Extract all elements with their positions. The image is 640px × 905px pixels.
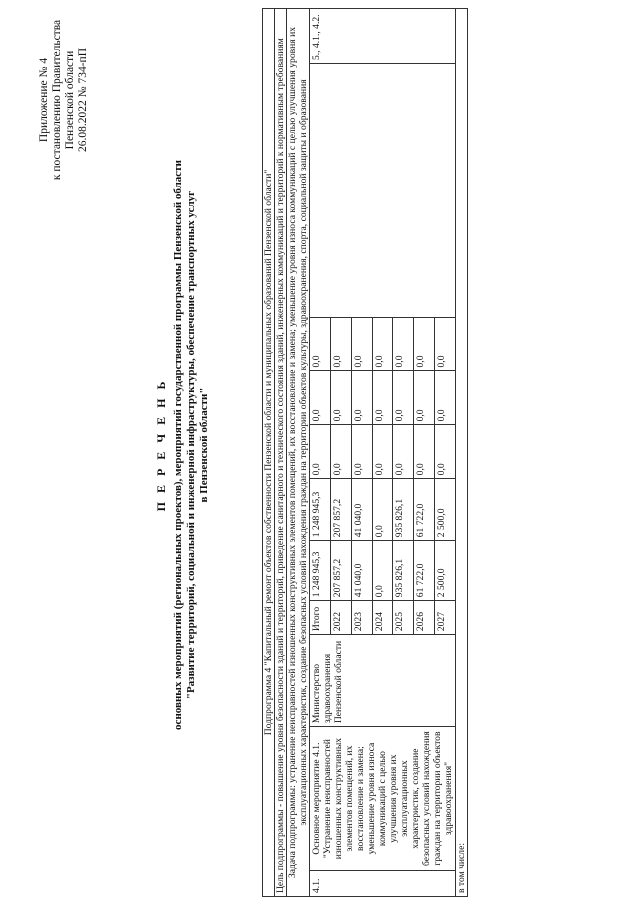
amount-cell: 0,0 bbox=[372, 479, 393, 541]
amount-cell: 0,0 bbox=[414, 425, 435, 479]
heading-line: основных мероприятий (региональных проектов), мероприятий государственной программы Пензенской области bbox=[172, 160, 184, 730]
amount-cell: 41 040,0 bbox=[351, 479, 372, 541]
year-cell: 2026 bbox=[414, 601, 435, 635]
amount-cell: 0,0 bbox=[435, 317, 456, 371]
approval-block bbox=[38, 15, 90, 185]
year-cell: 2024 bbox=[372, 601, 393, 635]
heading-line: в Пензенской области" bbox=[198, 387, 210, 503]
events-table bbox=[262, 8, 468, 897]
subprogram-row: Подпрограмма 4 "Капитальный ремонт объектов собственности Пензенской области и муниципальных образований Пензенской области" bbox=[263, 9, 275, 897]
amount-cell: 207 857,2 bbox=[330, 479, 351, 541]
row-number: 4.1. bbox=[310, 871, 456, 897]
amount-cell: 0,0 bbox=[372, 371, 393, 425]
amount-cell: 935 826,1 bbox=[393, 479, 414, 541]
appendix-line: Пензенской области bbox=[64, 50, 76, 150]
amount-cell: 1 248 945,3 bbox=[310, 479, 331, 541]
year-cell: Итого bbox=[310, 601, 331, 635]
amount-cell: 2 500,0 bbox=[435, 541, 456, 601]
amount-cell: 0,0 bbox=[414, 317, 435, 371]
amount-cell: 0,0 bbox=[435, 425, 456, 479]
amount-cell: 0,0 bbox=[351, 425, 372, 479]
amount-cell: 0,0 bbox=[351, 371, 372, 425]
task-row: Задача подпрограммы: устранение неисправностей изношенных конструктивных элементов помещений, их восстановление и замена; уменьшение уровня износа коммуникаций с целью улучшения уровня их эксплуатационных характеристик, создание безопасных условий нахождения граждан на территории объектов культуры, здравоохранения, спорта, социальной защиты и образования bbox=[287, 9, 310, 897]
amount-cell: 61 722,0 bbox=[414, 479, 435, 541]
amount-cell: 0,0 bbox=[330, 371, 351, 425]
amount-cell: 0,0 bbox=[310, 317, 331, 371]
goal-row: Цель подпрограммы - повышение уровня безопасности зданий и территорий, приведение санитарного и технического состояния зданий, инженерных коммуникаций и территорий к нормативным требованиям bbox=[275, 9, 287, 897]
amount-cell: 0,0 bbox=[372, 425, 393, 479]
empty-cell bbox=[310, 64, 456, 318]
executor: Министерство здравоохранения Пензенской области bbox=[310, 635, 456, 727]
appendix-line: 26.08.2022 № 734-пП bbox=[77, 48, 89, 153]
in-that-number-row: в том числе: bbox=[456, 9, 468, 897]
event-name: Основное мероприятие 4.1. "Устранение неисправностей изношенных конструктивных элементов помещений, их восстановление и замена; уменьшение уровня износа коммуникаций с целью улучшения уровня их эксплуатационных характеристик, создание безопасных условий нахождения граждан на территории объектов здравоохранения" bbox=[310, 727, 456, 871]
amount-cell: 1 248 945,3 bbox=[310, 541, 331, 601]
amount-cell: 0,0 bbox=[310, 371, 331, 425]
year-cell: 2022 bbox=[330, 601, 351, 635]
amount-cell: 0,0 bbox=[310, 425, 331, 479]
amount-cell: 61 722,0 bbox=[414, 541, 435, 601]
heading-line: "Развитие территорий, социальной и инженерной инфраструктуры, обеспечение транспортных услуг bbox=[185, 190, 197, 700]
amount-cell: 0,0 bbox=[414, 371, 435, 425]
amount-cell: 0,0 bbox=[393, 371, 414, 425]
event-rows bbox=[310, 9, 456, 897]
indicator-ref: 5., 4.1., 4.2. bbox=[310, 9, 456, 64]
year-cell: 2023 bbox=[351, 601, 372, 635]
amount-cell: 0,0 bbox=[330, 425, 351, 479]
amount-cell: 207 857,2 bbox=[330, 541, 351, 601]
amount-cell: 0,0 bbox=[351, 317, 372, 371]
year-cell: 2025 bbox=[393, 601, 414, 635]
amount-cell: 935 826,1 bbox=[393, 541, 414, 601]
year-row bbox=[310, 9, 331, 897]
amount-cell: 0,0 bbox=[393, 317, 414, 371]
document-title: П Е Р Е Ч Е Н Ь bbox=[154, 378, 168, 512]
amount-cell: 0,0 bbox=[330, 317, 351, 371]
appendix-line: к постановлению Правительства bbox=[51, 19, 63, 181]
document-heading bbox=[155, 135, 211, 755]
amount-cell: 2 500,0 bbox=[435, 479, 456, 541]
year-cell: 2027 bbox=[435, 601, 456, 635]
amount-cell: 0,0 bbox=[372, 541, 393, 601]
amount-cell: 0,0 bbox=[435, 371, 456, 425]
amount-cell: 0,0 bbox=[393, 425, 414, 479]
amount-cell: 0,0 bbox=[372, 317, 393, 371]
appendix-line: Приложение № 4 bbox=[38, 57, 50, 143]
amount-cell: 41 040,0 bbox=[351, 541, 372, 601]
